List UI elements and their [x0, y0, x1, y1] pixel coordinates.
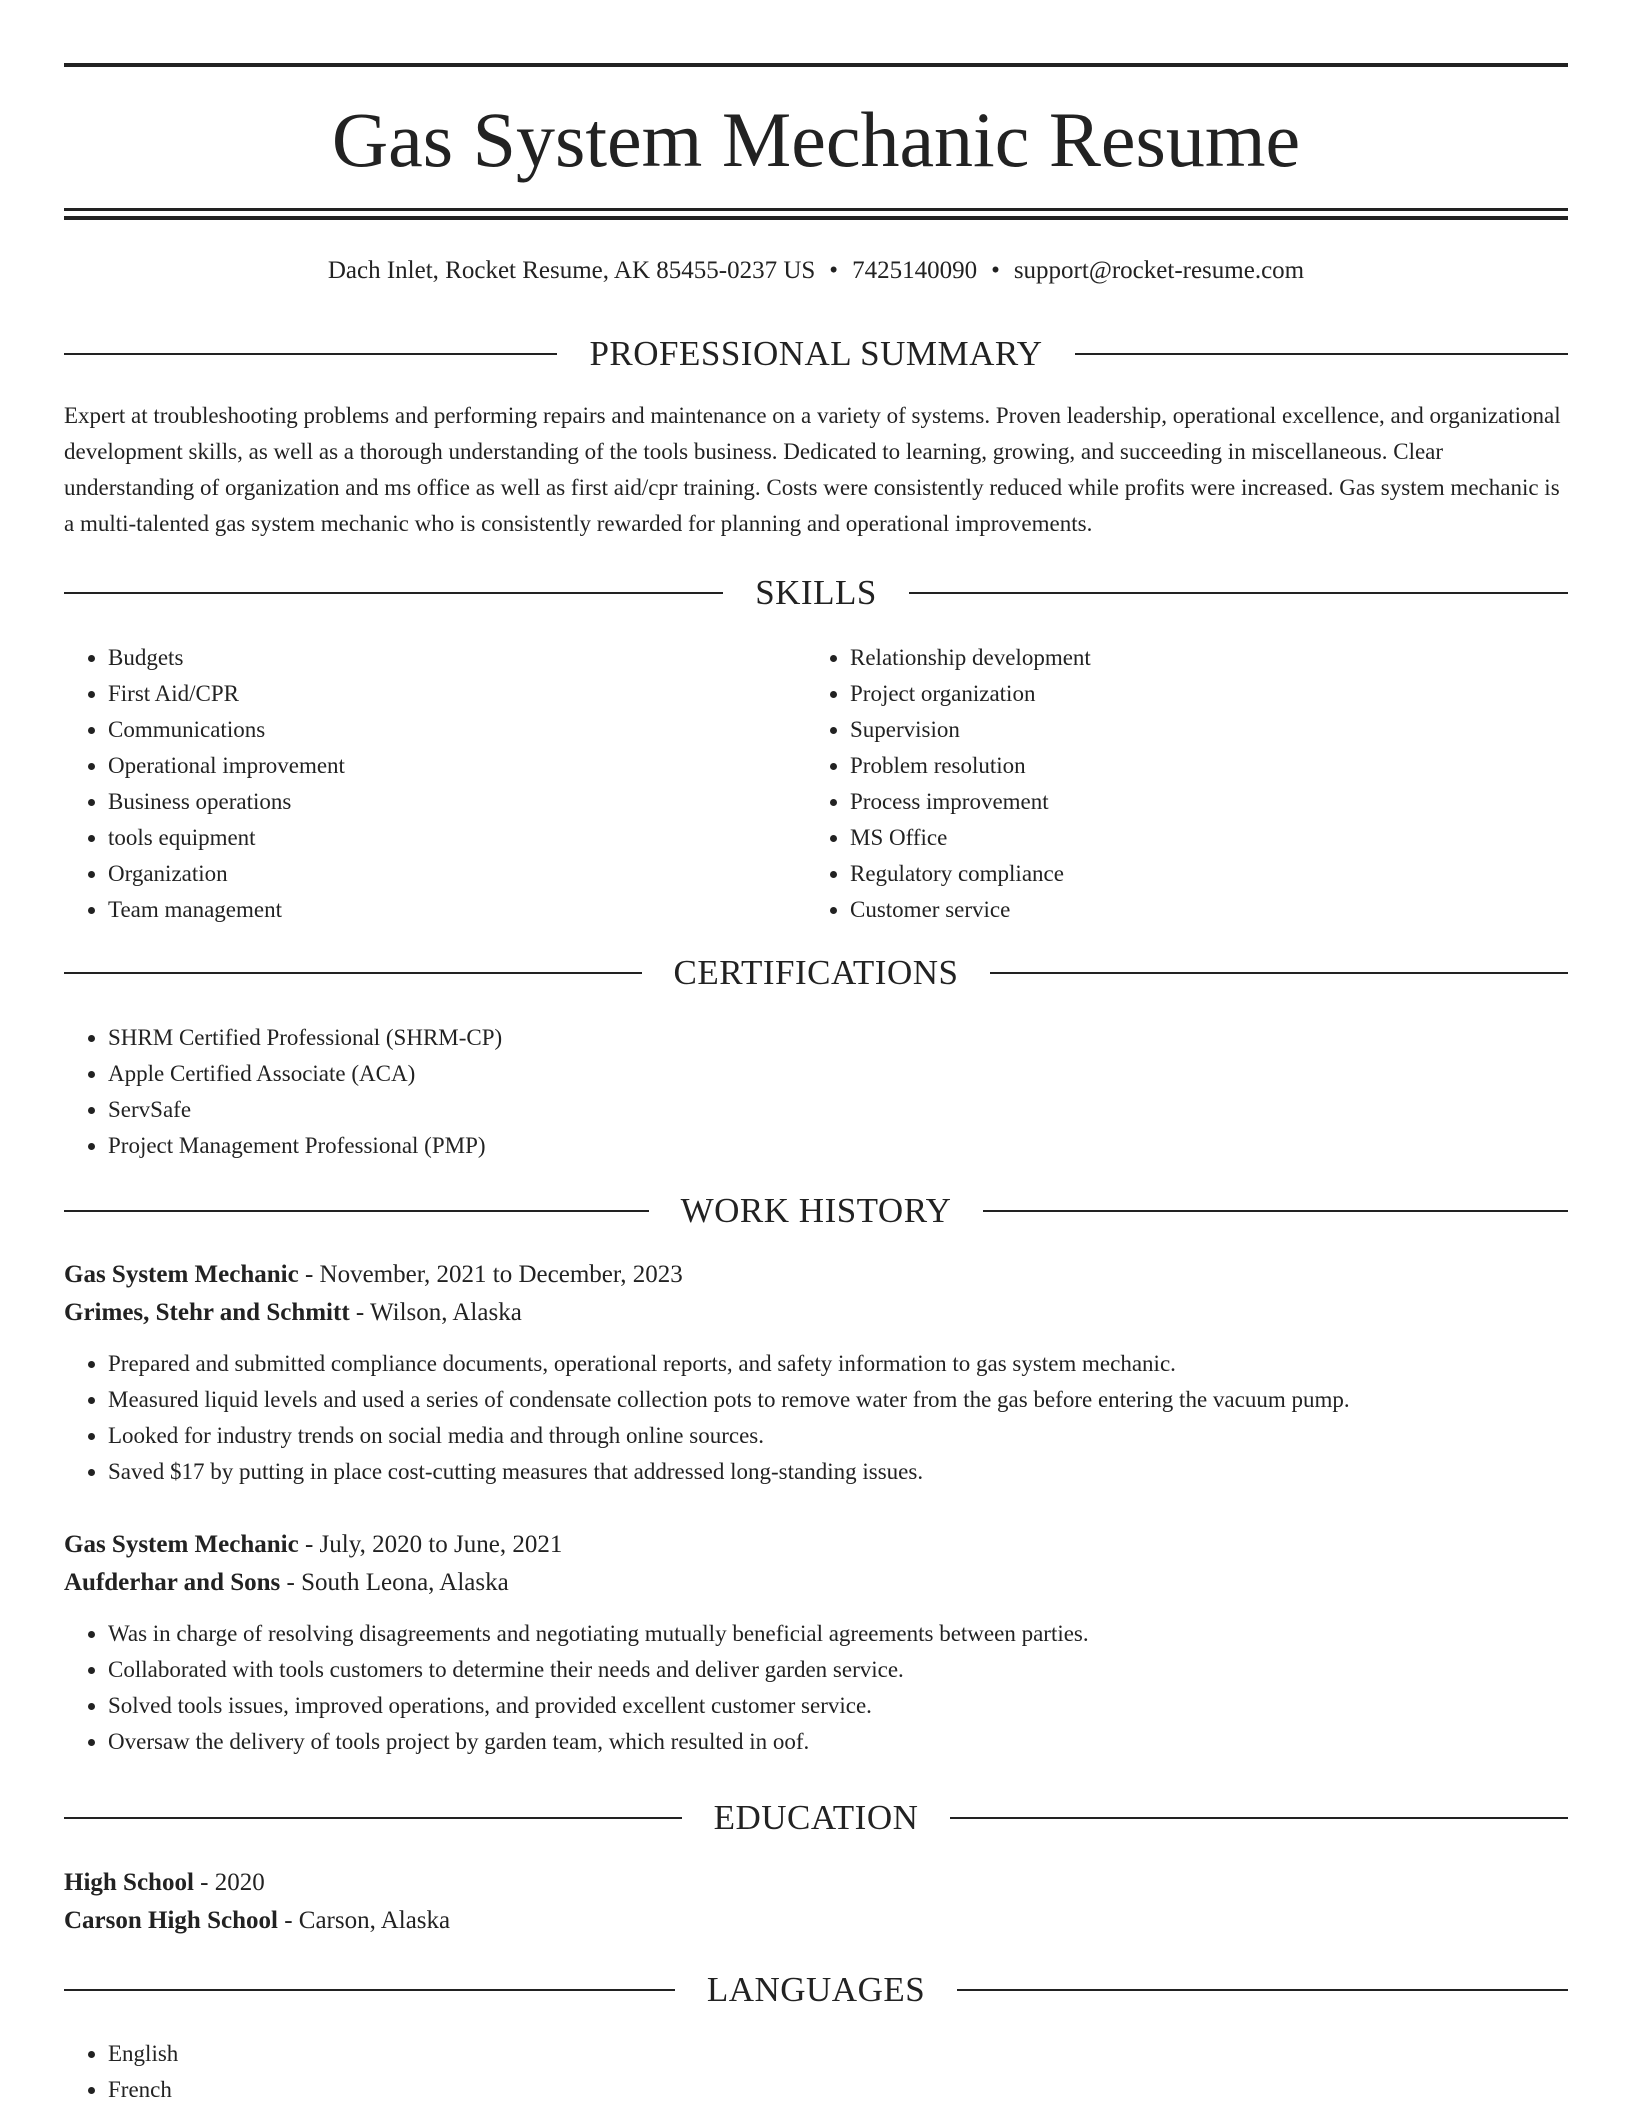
skill-item: • Budgets [108, 640, 764, 676]
language-item: • French [108, 2072, 1568, 2108]
contact-address: Dach Inlet, Rocket Resume, AK 85455-0237 US [327, 257, 816, 284]
heading-rule [64, 1210, 649, 1212]
skill-item: • tools equipment [108, 820, 764, 856]
work-entry [64, 1526, 1568, 1760]
heading-rule [64, 592, 723, 594]
job-title-line [64, 1256, 1568, 1294]
section-title: LANGUAGES [706, 1970, 926, 2009]
skill-item: • Project organization [850, 676, 1506, 712]
certification-item: • Project Management Professional (PMP) [108, 1128, 1568, 1164]
languages-list [64, 2036, 1568, 2108]
education-degree-line [64, 1864, 1568, 1902]
heading-rule [983, 1210, 1568, 1212]
skill-item: • Customer service [850, 892, 1506, 928]
skill-item: • Supervision [850, 712, 1506, 748]
heading-rule [950, 1817, 1568, 1819]
education-location: - Carson, Alaska [277, 1907, 451, 1934]
job-company-line [64, 1564, 1568, 1602]
contact-email: support@rocket-resume.com [1013, 257, 1305, 284]
education-school-line [64, 1902, 1568, 1940]
skill-item: • Regulatory compliance [850, 856, 1506, 892]
contact-separator: • [829, 257, 839, 284]
certification-item: • ServSafe [108, 1092, 1568, 1128]
education-school: Carson High School [64, 1907, 278, 1934]
job-company: Aufderhar and Sons [64, 1569, 281, 1596]
skill-item: • Operational improvement [108, 748, 764, 784]
job-location: - Wilson, Alaska [349, 1299, 522, 1326]
heading-rule [990, 972, 1568, 974]
section-title: CERTIFICATIONS [673, 953, 959, 992]
resume-title: Gas System Mechanic Resume [331, 96, 1301, 183]
job-title: Gas System Mechanic [64, 1531, 299, 1558]
section-heading-certifications [64, 951, 1568, 995]
job-duty: • Looked for industry trends on social media and through online sources. [108, 1418, 1568, 1454]
certifications-list [64, 1020, 1568, 1164]
job-location: - South Leona, Alaska [280, 1569, 509, 1596]
contact-line [64, 254, 1568, 288]
job-company-line [64, 1294, 1568, 1332]
section-title: EDUCATION [713, 1798, 919, 1837]
job-company: Grimes, Stehr and Schmitt [64, 1299, 350, 1326]
skill-item: • First Aid/CPR [108, 676, 764, 712]
job-title: Gas System Mechanic [64, 1261, 299, 1288]
heading-rule [64, 353, 557, 355]
job-duty: • Was in charge of resolving disagreements and negotiating mutually beneficial agreements between parties. [108, 1616, 1568, 1652]
job-dates: - July, 2020 to June, 2021 [298, 1531, 563, 1558]
skill-item: • Process improvement [850, 784, 1506, 820]
skill-item: • Relationship development [850, 640, 1506, 676]
skills-column-left [64, 640, 764, 928]
work-entry [64, 1256, 1568, 1490]
job-duty: • Collaborated with tools customers to determine their needs and deliver garden service. [108, 1652, 1568, 1688]
job-duty: • Saved $17 by putting in place cost-cutting measures that addressed long-standing issues. [108, 1454, 1568, 1490]
job-duty: • Solved tools issues, improved operations, and provided excellent customer service. [108, 1688, 1568, 1724]
contact-separator: • [991, 257, 1000, 284]
heading-rule [64, 1989, 675, 1991]
skill-item: • Organization [108, 856, 764, 892]
job-duties [64, 1616, 1568, 1760]
section-heading-languages [64, 1968, 1568, 2012]
job-duty: • Prepared and submitted compliance documents, operational reports, and safety information to gas system mechanic. [108, 1346, 1568, 1382]
section-title: PROFESSIONAL SUMMARY [589, 334, 1043, 373]
job-duties [64, 1346, 1568, 1490]
summary-text: Expert at troubleshooting problems and performing repairs and maintenance on a variety of systems. Proven leadership, operational excellence, and organizational development skills, as well as a thorough understanding of the tools business. Dedicated to learning, growing, and succeeding in miscellaneous. Clear understanding of organization and ms office as well as first aid/cpr training. Costs were consistently reduced while profits were increased. Gas system mechanic is a multi-talented gas system mechanic who is consistently rewarded for planning and operational improvements. [64, 403, 1561, 536]
job-title-line [64, 1526, 1568, 1564]
job-dates: - November, 2021 to December, 2023 [298, 1261, 683, 1288]
job-duty: • Oversaw the delivery of tools project by garden team, which resulted in oof. [108, 1724, 1568, 1760]
skill-item: • Business operations [108, 784, 764, 820]
section-heading-skills [64, 571, 1568, 615]
certification-item: • Apple Certified Associate (ACA) [108, 1056, 1568, 1092]
heading-rule [957, 1989, 1568, 1991]
heading-rule [64, 1817, 682, 1819]
section-heading-summary [64, 332, 1568, 376]
section-heading-work-history [64, 1189, 1568, 1233]
education-degree: High School [64, 1869, 194, 1896]
skills-column-right [806, 640, 1506, 928]
heading-rule [64, 972, 642, 974]
section-title: SKILLS [755, 573, 877, 612]
heading-rule [909, 592, 1568, 594]
skill-item: • MS Office [850, 820, 1506, 856]
education-year: - 2020 [193, 1869, 265, 1896]
top-rule [64, 63, 1568, 67]
skill-item: • Team management [108, 892, 764, 928]
education-entry [64, 1864, 1568, 1940]
job-duty: • Measured liquid levels and used a series of condensate collection pots to remove water from the gas before entering the vacuum pump. [108, 1382, 1568, 1418]
title-rule-upper [64, 208, 1568, 211]
heading-rule [1075, 353, 1568, 355]
section-heading-education [64, 1796, 1568, 1840]
skill-item: • Communications [108, 712, 764, 748]
section-title: WORK HISTORY [680, 1191, 952, 1230]
language-item: • English [108, 2036, 1568, 2072]
contact-phone: 7425140090 [852, 257, 978, 284]
title-rule-lower [64, 216, 1568, 220]
skill-item: • Problem resolution [850, 748, 1506, 784]
certification-item: • SHRM Certified Professional (SHRM-CP) [108, 1020, 1568, 1056]
